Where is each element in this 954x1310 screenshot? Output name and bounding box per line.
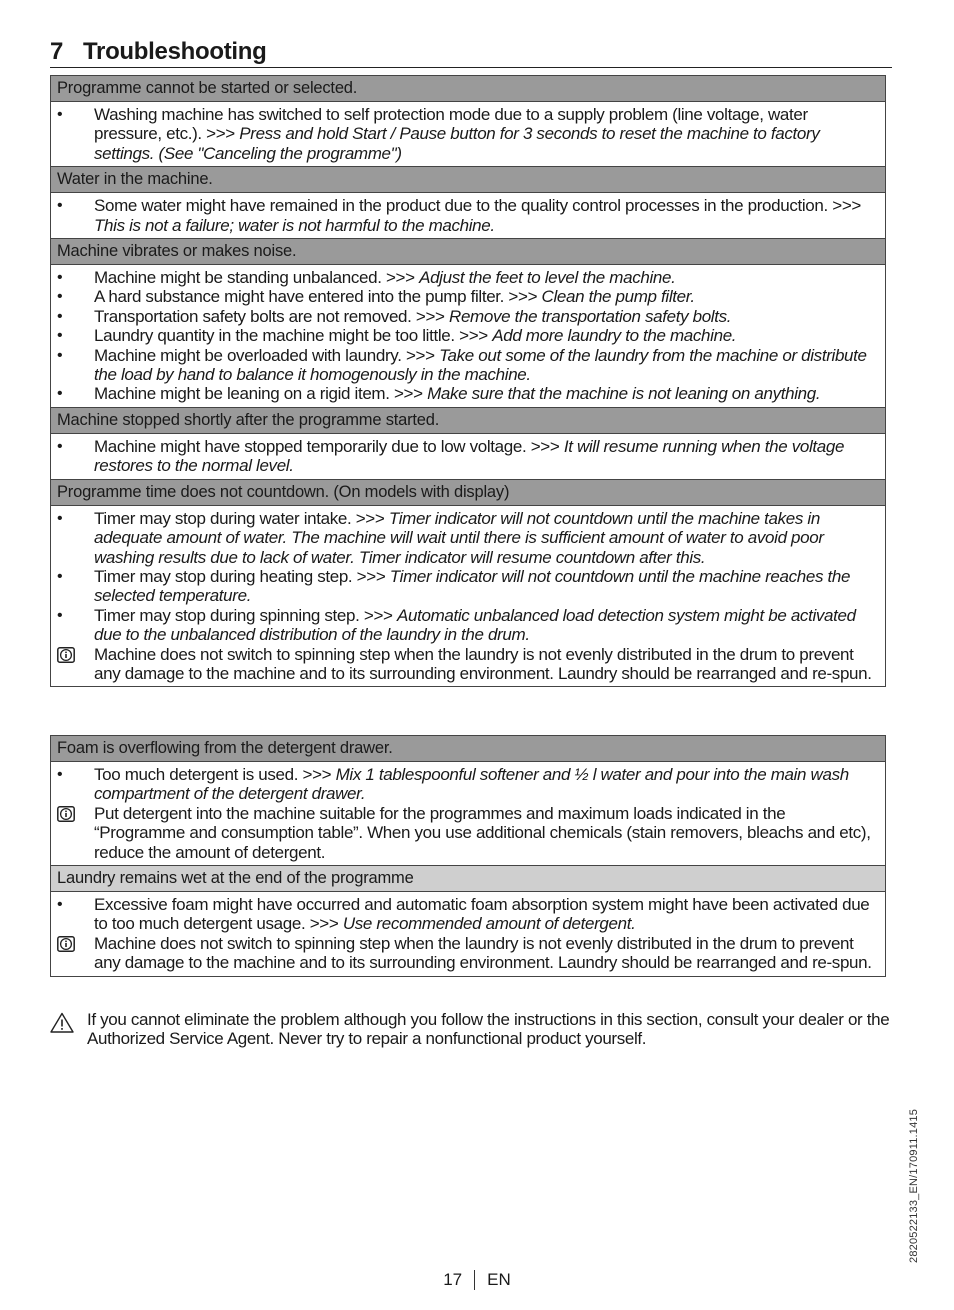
solution-text: Timer indicator will not countdown until the machine takes in adequate amount of water. The machine will wait until there is sufficient amount of water to avoid poor washing results due to lack of water. Timer indicator will resume countdown after this.	[94, 508, 824, 567]
info-note	[51, 804, 879, 862]
bullet: •	[57, 327, 63, 345]
warning-text: If you cannot eliminate the problem although you follow the instructions in this section, consult your dealer or the Authorized Service Agent. Never try to repair a nonfunctional product yourself.	[87, 1010, 890, 1049]
solution-text: Make sure that the machine is not leaning on anything.	[427, 384, 821, 404]
problem-header: Foam is overflowing from the detergent drawer.	[51, 736, 885, 762]
cause-text: Machine might have stopped temporarily due to low voltage. >>>	[94, 436, 564, 456]
cause-text: Too much detergent is used. >>>	[94, 765, 336, 784]
cause-item	[51, 895, 879, 934]
cause-item	[51, 268, 879, 287]
troubleshooting-table	[50, 75, 886, 687]
solution-text: Adjust the feet to level the machine.	[419, 268, 676, 288]
problem-causes	[51, 434, 885, 480]
cause-text: Timer may stop during water intake. >>>	[94, 508, 389, 528]
bullet: •	[57, 437, 63, 455]
cause-text: A hard substance might have entered into the pump filter. >>>	[94, 287, 542, 307]
cause-text: Put detergent into the machine suitable for the programmes and maximum loads indicated in the “Programme and consumption table”. When you use additional chemicals (stain removers, bleachs and etc), reduce the amount of detergent.	[94, 803, 871, 862]
cause-text: Machine does not switch to spinning step when the laundry is not evenly distributed in the drum to prevent any damage to the machine and to its surrounding environment. Laundry should be rearranged and re-spun.	[94, 644, 872, 683]
cause-item	[51, 606, 879, 645]
bullet: •	[57, 385, 63, 403]
cause-item	[51, 437, 879, 476]
bullet: •	[57, 269, 63, 287]
solution-text: Take out some of the laundry from the machine or distribute the load by hand to balance it homogenously in the machine.	[94, 345, 867, 385]
language-code: EN	[487, 1270, 511, 1289]
bullet: •	[57, 896, 63, 914]
info-note	[51, 934, 879, 973]
cause-item	[51, 326, 879, 345]
solution-text: Timer indicator will not countdown until the machine reaches the selected temperature.	[94, 566, 851, 606]
cause-item	[51, 307, 879, 326]
cause-item	[51, 384, 879, 403]
problem-causes	[51, 506, 885, 687]
problem-header: Laundry remains wet at the end of the programme	[51, 866, 885, 892]
info-icon	[57, 647, 75, 663]
info-icon	[57, 936, 75, 952]
bullet: •	[57, 307, 63, 325]
problem-causes	[51, 892, 885, 976]
solution-text: Press and hold Start / Pause button for 3 seconds to reset the machine to factory settings. (See "Canceling the programme")	[94, 124, 820, 163]
cause-text: Timer may stop during spinning step. >>>	[94, 605, 397, 625]
bullet: •	[57, 606, 63, 624]
bullet: •	[57, 766, 63, 783]
cause-text: Excessive foam might have occurred and automatic foam absorption system might have been activated due to too much detergent usage. >>>	[94, 895, 870, 934]
problem-header: Machine stopped shortly after the programme started.	[51, 408, 885, 434]
cause-text: Machine might be standing unbalanced. >>>	[94, 268, 420, 288]
section-title	[50, 38, 892, 68]
solution-text: Remove the transportation safety bolts.	[449, 306, 732, 326]
problem-header: Machine vibrates or makes noise.	[51, 239, 885, 265]
problem-causes	[51, 193, 885, 239]
cause-text: Transportation safety bolts are not removed. >>>	[94, 306, 450, 326]
cause-item	[51, 105, 879, 163]
cause-text: Machine does not switch to spinning step when the laundry is not evenly distributed in the drum to prevent any damage to the machine and to its surrounding environment. Laundry should be rearranged and re-spun.	[94, 933, 872, 973]
bullet: •	[57, 288, 63, 306]
cause-item	[51, 346, 879, 385]
cause-item	[51, 287, 879, 306]
bullet: •	[57, 346, 63, 364]
cause-text: Machine might be overloaded with laundry. >>>	[94, 345, 440, 365]
cause-text: Some water might have remained in the product due to the quality control processes in the production. >>>	[94, 196, 861, 216]
solution-text: Use recommended amount of detergent.	[342, 914, 636, 934]
solution-text: This is not a failure; water is not harmful to the machine.	[94, 215, 495, 235]
solution-text: Clean the pump filter.	[541, 287, 695, 307]
cause-text: Washing machine has switched to self protection mode due to a supply problem (line voltage, water pressure, etc.). >>>	[94, 105, 808, 144]
bullet: •	[57, 509, 63, 527]
cause-text: Timer may stop during heating step. >>>	[94, 566, 390, 586]
bullet: •	[57, 106, 63, 123]
warning-icon	[50, 1012, 74, 1033]
cause-item	[51, 509, 879, 567]
cause-text: Laundry quantity in the machine might be too little. >>>	[94, 326, 493, 346]
info-note	[51, 645, 879, 684]
solution-text: Mix 1 tablespoonful softener and ½ l water and pour into the main wash compartment of the detergent drawer.	[94, 765, 849, 804]
bullet: •	[57, 197, 63, 215]
section-title-text: Troubleshooting	[83, 38, 267, 65]
solution-text: Add more laundry to the machine.	[492, 326, 737, 346]
bullet: •	[57, 567, 63, 585]
page-number: 17	[443, 1270, 475, 1290]
cause-text: Machine might be leaning on a rigid item. >>>	[94, 384, 428, 404]
problem-causes	[51, 265, 885, 408]
warning-note	[50, 1010, 929, 1049]
info-icon	[57, 806, 75, 822]
page-footer	[0, 1270, 954, 1290]
cause-item	[51, 765, 879, 804]
document-code: 2820522133_EN/170911.1415	[908, 1108, 920, 1263]
cause-item	[51, 196, 879, 235]
problem-causes	[51, 762, 885, 866]
problem-header: Programme time does not countdown. (On models with display)	[51, 480, 885, 506]
problem-causes	[51, 102, 885, 167]
problem-header: Water in the machine.	[51, 167, 885, 193]
troubleshooting-table	[50, 735, 886, 977]
section-number: 7	[50, 38, 64, 65]
cause-item	[51, 567, 879, 606]
solution-text: It will resume running when the voltage restores to the normal level.	[94, 436, 845, 476]
solution-text: Automatic unbalanced load detection system might be activated due to the unbalanced distribution of the laundry in the drum.	[94, 605, 856, 645]
problem-header: Programme cannot be started or selected.	[51, 76, 885, 102]
